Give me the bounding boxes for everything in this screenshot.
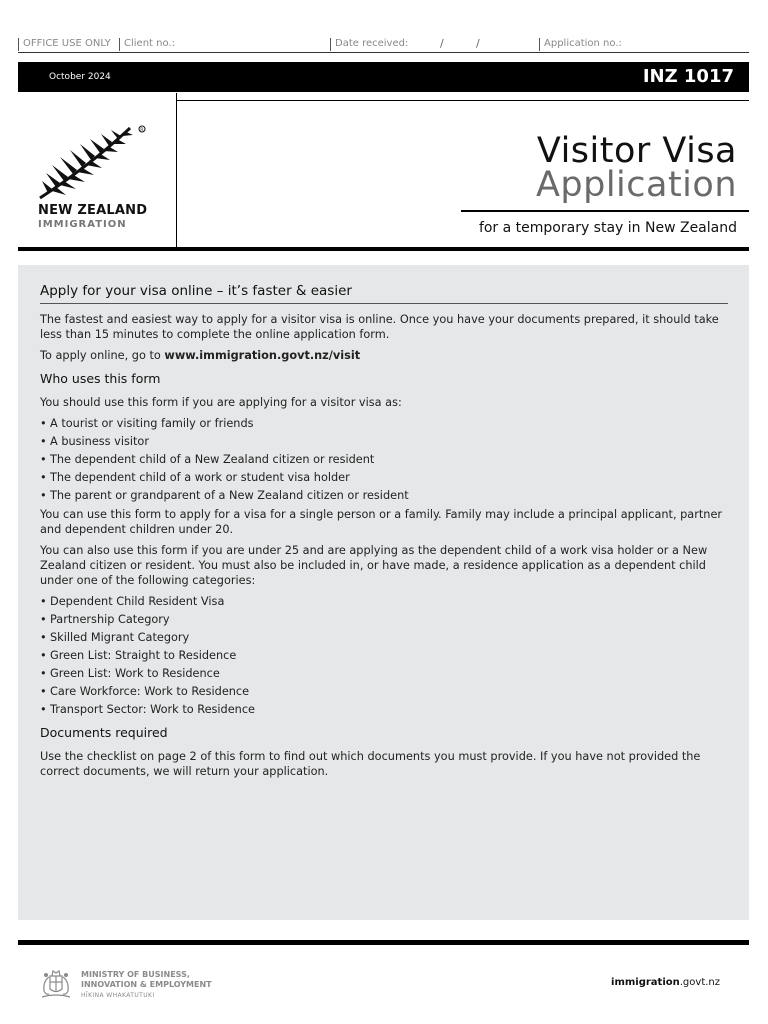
form-title-line1: Visitor Visa bbox=[536, 131, 737, 171]
form-banner bbox=[18, 62, 749, 92]
list-item: • A tourist or visiting family or friends bbox=[40, 416, 728, 431]
intro-content bbox=[40, 283, 728, 785]
header-divider-vertical bbox=[176, 93, 177, 248]
apply-online-link[interactable]: www.immigration.govt.nz/visit bbox=[164, 349, 361, 362]
apply-online-prefix: To apply online, go to bbox=[40, 349, 165, 362]
nz-immigration-logo bbox=[38, 123, 168, 233]
list-item: • Transport Sector: Work to Residence bbox=[40, 702, 728, 717]
form-number: INZ 1017 bbox=[642, 66, 734, 87]
office-use-strip bbox=[18, 36, 749, 53]
office-use-label: OFFICE USE ONLY bbox=[18, 38, 111, 51]
mbie-name-line1: MINISTRY OF BUSINESS, bbox=[81, 970, 190, 979]
date-slash-1: / bbox=[440, 37, 444, 50]
list-item: • A business visitor bbox=[40, 434, 728, 449]
date-slash-2: / bbox=[476, 37, 480, 50]
mbie-name-line2: INNOVATION & EMPLOYMENT bbox=[81, 980, 212, 989]
form-title-line2: Application bbox=[535, 165, 737, 205]
date-received-field[interactable]: Date received: bbox=[330, 38, 408, 51]
list-item: • The parent or grandparent of a New Zealand citizen or resident bbox=[40, 488, 728, 503]
form-header bbox=[18, 93, 749, 248]
logo-department: IMMIGRATION bbox=[38, 219, 127, 230]
site-domain-bold: immigration bbox=[611, 977, 680, 988]
visitor-types-list bbox=[40, 416, 728, 503]
list-item: • Green List: Work to Residence bbox=[40, 666, 728, 681]
mbie-logo bbox=[38, 967, 258, 1001]
list-item: • Care Workforce: Work to Residence bbox=[40, 684, 728, 699]
mbie-maori-name: HĪKINA WHAKATUTUKI bbox=[81, 992, 155, 999]
residence-categories-list bbox=[40, 594, 728, 717]
under-25-paragraph: You can also use this form if you are under 25 and are applying as the dependent child of a work visa holder or a New Zealand citizen or resident. You must also be included in, or have made, a residence application as a dependent child under one of the following categories: bbox=[40, 544, 708, 587]
documents-paragraph: Use the checklist on page 2 of this form to find out which documents you must provide. If you have not provided the correct documents, we will return your application. bbox=[40, 750, 701, 778]
list-item: • Partnership Category bbox=[40, 612, 728, 627]
svg-text:R: R bbox=[140, 127, 144, 133]
documents-heading: Documents required bbox=[40, 725, 168, 740]
who-uses-heading: Who uses this form bbox=[40, 371, 161, 386]
intro-panel bbox=[18, 265, 749, 920]
apply-online-paragraph bbox=[40, 348, 728, 363]
silver-fern-icon bbox=[38, 123, 150, 201]
who-uses-intro: You should use this form if you are applying for a visitor visa as: bbox=[40, 396, 402, 409]
family-paragraph: You can use this form to apply for a visa for a single person or a family. Family may include a principal applicant, partner and dependent children under 20. bbox=[40, 508, 723, 536]
form-subtitle: for a temporary stay in New Zealand bbox=[478, 220, 737, 236]
header-divider-middle bbox=[461, 210, 749, 212]
list-item: • Green List: Straight to Residence bbox=[40, 648, 728, 663]
logo-country: NEW ZEALAND bbox=[38, 203, 148, 218]
intro-paragraph: The fastest and easiest way to apply for a visitor visa is online. Once you have your documents prepared, it should take less than 15 minutes to complete the online application form. bbox=[40, 313, 719, 341]
form-date: October 2024 bbox=[49, 72, 111, 82]
header-bottom-rule bbox=[18, 247, 749, 251]
footer-website-link[interactable] bbox=[611, 977, 720, 988]
list-item: • The dependent child of a New Zealand citizen or resident bbox=[40, 452, 728, 467]
apply-online-heading: Apply for your visa online – it’s faster & easier bbox=[40, 283, 728, 304]
client-no-field[interactable]: Client no.: bbox=[119, 38, 175, 51]
header-divider-top bbox=[176, 100, 749, 101]
site-domain-suffix: .govt.nz bbox=[679, 977, 720, 988]
list-item: • Dependent Child Resident Visa bbox=[40, 594, 728, 609]
list-item: • Skilled Migrant Category bbox=[40, 630, 728, 645]
application-no-field[interactable]: Application no.: bbox=[539, 38, 622, 51]
footer-rule bbox=[18, 940, 749, 945]
nz-coat-of-arms-icon bbox=[38, 967, 74, 1001]
list-item: • The dependent child of a work or student visa holder bbox=[40, 470, 728, 485]
